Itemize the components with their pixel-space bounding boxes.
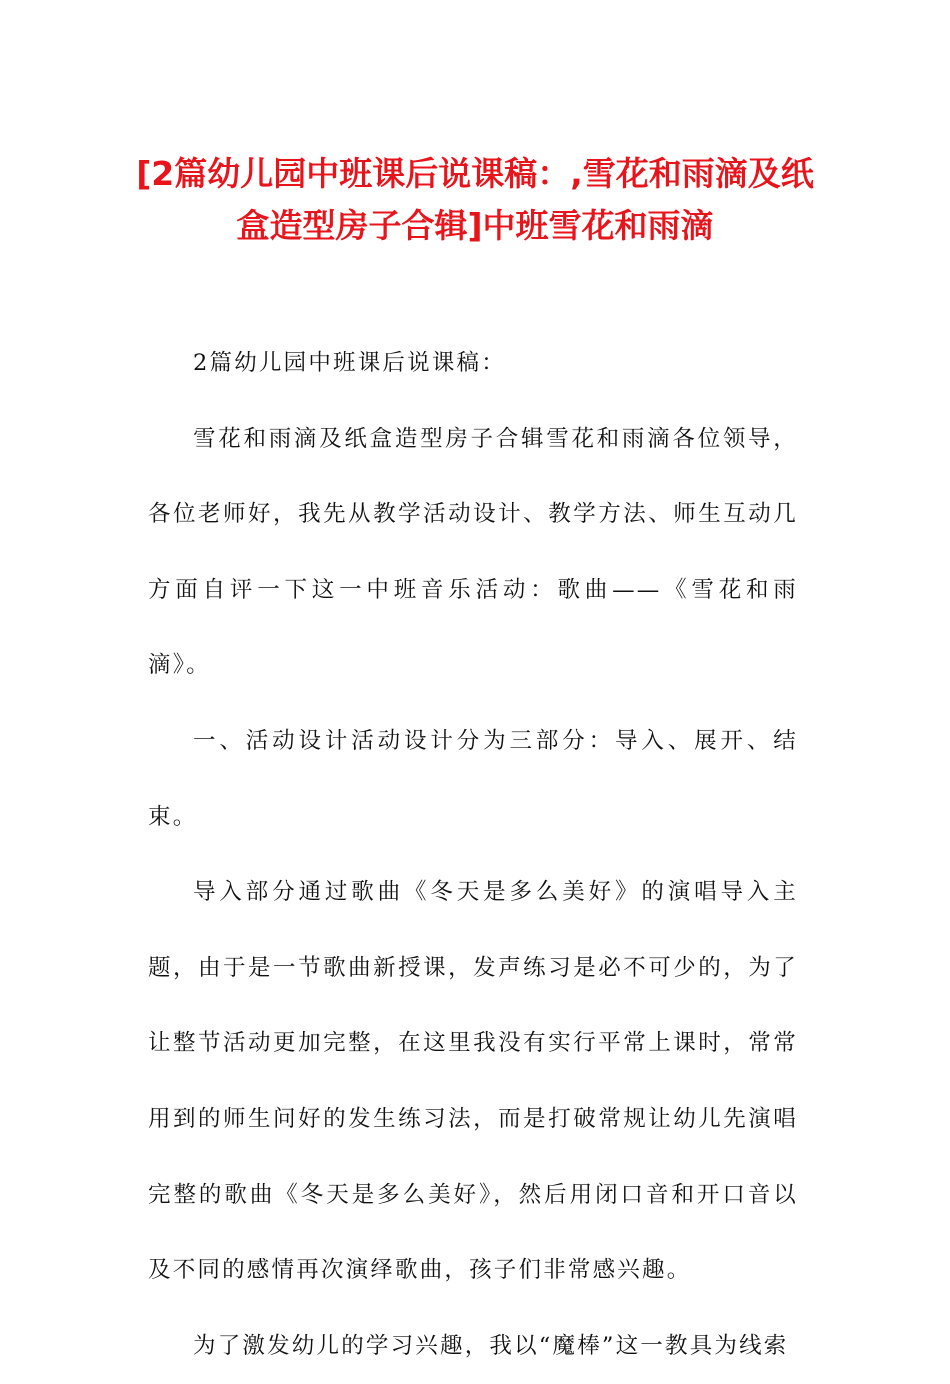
document-title: [2篇幼儿园中班课后说课稿：,雪花和雨滴及纸盒造型房子合辑]中班雪花和雨滴: [136, 154, 814, 245]
paragraph-2: 雪花和雨滴及纸盒造型房子合辑雪花和雨滴各位领导，各位老师好，我先从教学活动设计、教学方法、师生互动几方面自评一下这一中班音乐活动：歌曲——《雪花和雨滴》。: [148, 425, 798, 679]
paragraph-3: 一、活动设计活动设计分为三部分：导入、展开、结束。: [148, 727, 798, 830]
document-body: [148, 326, 798, 1384]
paragraph-5: 为了激发幼儿的学习兴趣，我以“魔棒”这一教具为线索: [193, 1332, 789, 1359]
paragraph-4: 导入部分通过歌曲《冬天是多么美好》的演唱导入主题，由于是一节歌曲新授课，发声练习是必不可少的，为了让整节活动更加完整，在这里我没有实行平常上课时，常常用到的师生问好的发生练习法，而是打破常规让幼儿先演唱完整的歌曲《冬天是多么美好》，然后用闭口音和开口音以及不同的感情再次演绎歌曲，孩子们非常感兴趣。: [148, 879, 798, 1284]
paragraph-1: 2篇幼儿园中班课后说课稿：: [193, 350, 506, 376]
